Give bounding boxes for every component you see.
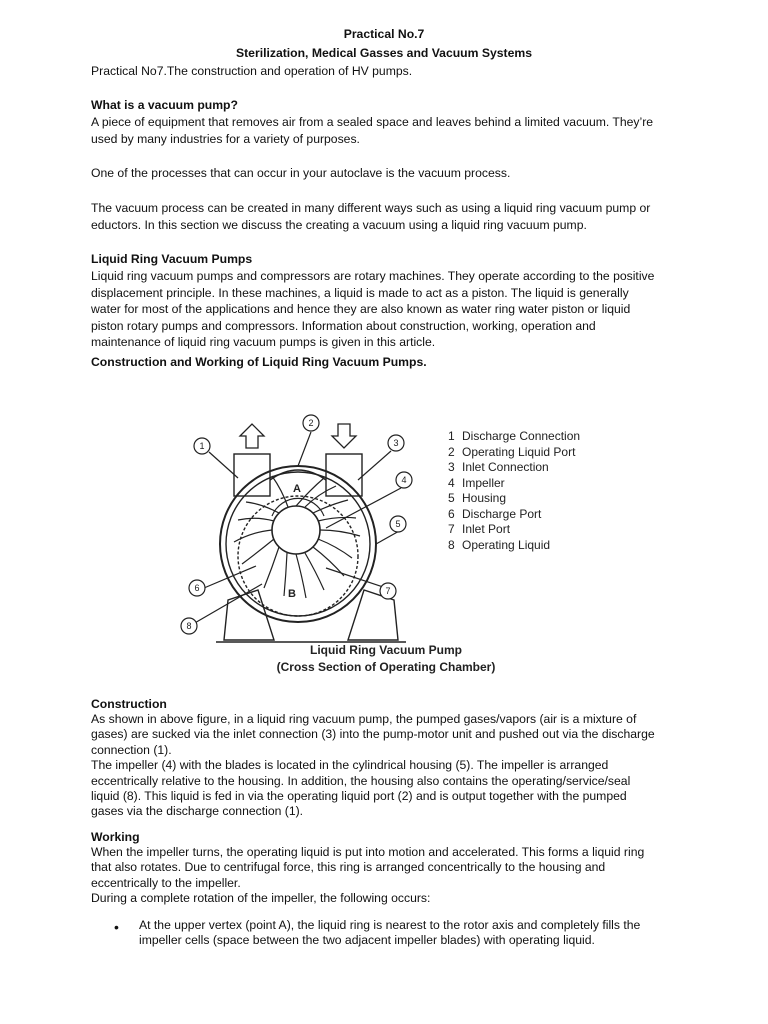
construction-heading: Construction [91,697,167,711]
liquid-ring-paragraph: Liquid ring vacuum pumps and compressors are rotary machines. They operate according to the positive displacement principle. In these machines, a liquid is made to act as a piston. The liquid is generally water for most of the applications and hence they are also known as water ring water piston or liquid piston rotary pumps and compressors. Information about construction, working, operation and maintenance of liquid ring vacuum pumps is given in this article. [91,269,655,349]
legend-num-4: 4 [448,476,455,490]
working-heading: Working [91,830,140,844]
legend-num-1: 1 [448,429,455,443]
callout-6-label: 6 [194,583,200,593]
figure-caption-subtitle: (Cross Section of Operating Chamber) [276,660,496,674]
legend-label-2: Operating Liquid Port [462,445,576,459]
point-b-label: B [288,588,296,600]
point-a-label: A [293,483,301,495]
callout-8-label: 8 [186,621,192,631]
legend-num-7: 7 [448,522,455,536]
figure-caption-title: Liquid Ring Vacuum Pump [309,643,463,657]
legend-num-5: 5 [448,491,455,505]
callout-7-label: 7 [385,586,391,596]
construction-working-heading: Construction and Working of Liquid Ring Vacuum Pumps. [91,355,427,369]
vacuum-pump-paragraph: A piece of equipment that removes air from a sealed space and leaves behind a limited vacuum. They’re used by many industries for a variety of purposes. [91,115,654,146]
discharge-arrow [240,424,264,448]
legend-num-3: 3 [448,460,455,474]
working-paragraph: When the impeller turns, the operating liquid is put into motion and accelerated. This forms a liquid ring that also rotates. Due to centrifugal force, this ring is arranged concentrically to the housing and eccentrically to the impeller. During a complete rotation of the impeller, the following occurs: [91,845,645,906]
document-title: Practical No.7 [343,27,425,41]
construction-paragraph: As shown in above figure, in a liquid ring vacuum pump, the pumped gases/vapors (air is a mixture of gases) are sucked via the inlet connection (3) into the pump-motor unit and pushed out via the discharge connection (1). The impeller (4) with the blades is located in the cylindrical housing (5). The impeller is arranged eccentrically relative to the housing. In addition, the housing also contains the operating/service/seal liquid (8). This liquid is fed in via the operating liquid port (2) and is output together with the pumped gases via the discharge connection (1). [91,712,655,819]
impeller-hub [272,506,320,554]
callout-5-label: 5 [395,519,401,529]
legend-label-4: Impeller [462,476,505,490]
legend-num-2: 2 [448,445,455,459]
vacuum-pump-heading: What is a vacuum pump? [91,98,238,112]
bullet-point: • [114,919,119,935]
legend-num-8: 8 [448,538,455,552]
inlet-arrow [332,424,356,448]
discharge-connection [234,454,270,496]
working-bullet-item: At the upper vertex (point A), the liquid ring is nearest to the rotor axis and completely fills the impeller cells (space between the two adjacent impeller blades) with operating liquid. [139,918,641,948]
diagram-legend [448,429,580,552]
legend-label-8: Operating Liquid [462,538,551,552]
pump-diagram [176,408,596,680]
autoclave-paragraph: One of the processes that can occur in your autoclave is the vacuum process. [91,166,511,180]
callout-4-label: 4 [401,475,407,485]
intro-line: Practical No7.The construction and operation of HV pumps. [91,64,413,78]
legend-label-1: Discharge Connection [462,429,581,443]
legend-label-6: Discharge Port [462,507,542,521]
vacuum-process-paragraph: The vacuum process can be created in many different ways such as using a liquid ring vacuum pump or eductors. In this section we discuss the creating a vacuum using a liquid ring vacuum pump. [91,201,651,232]
callout-2-label: 2 [308,418,314,428]
inlet-connection [326,454,362,496]
callout-3-label: 3 [393,438,399,448]
legend-label-7: Inlet Port [462,522,511,536]
legend-label-5: Housing [462,491,507,505]
callout-1-label: 1 [199,441,205,451]
liquid-ring-heading: Liquid Ring Vacuum Pumps [91,252,253,266]
legend-num-6: 6 [448,507,455,521]
legend-label-3: Inlet Connection [462,460,549,474]
document-subtitle: Sterilization, Medical Gasses and Vacuum Systems [235,46,532,60]
